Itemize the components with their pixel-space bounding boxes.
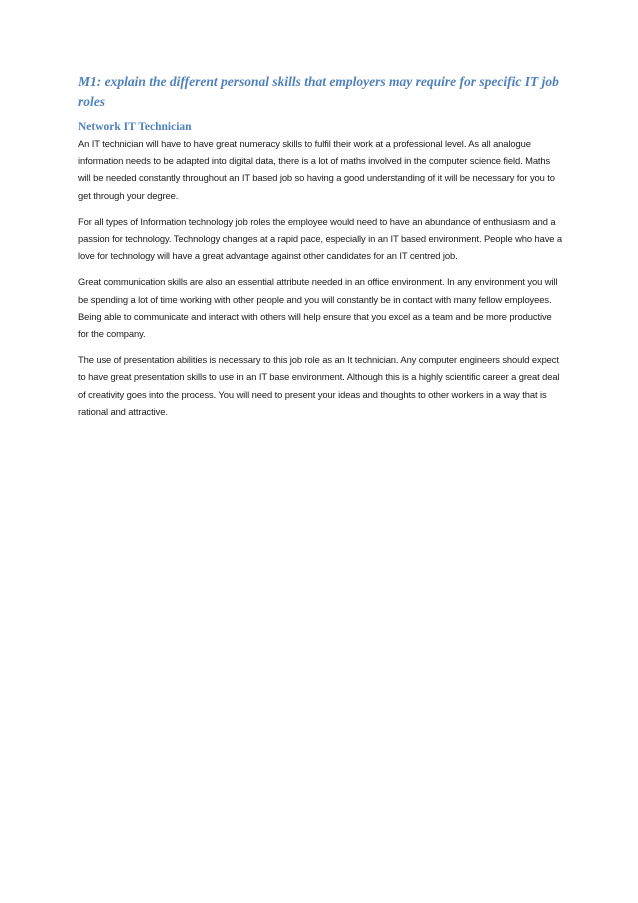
document-page [78,72,564,429]
paragraph-presentation: The use of presentation abilities is necessary to this job role as an It technician. Any computer engineers should expect to have great presentation skills to use in an IT base environment. Although this is a highly scientific career a great deal of creativity goes into the process. You will need to present your ideas and thoughts to other workers in a way that is rational and attractive. [78,354,560,417]
paragraph-numeracy: An IT technician will have to have great numeracy skills to fulfil their work at a professional level. As all analogue information needs to be adapted into digital data, there is a lot of maths involved in the computer science field. Maths will be needed constantly throughout an IT based job so having a good understanding of it will be necessary for you to get through your degree. [78,138,555,201]
paragraph-enthusiasm: For all types of Information technology job roles the employee would need to have an abundance of enthusiasm and a passion for technology. Technology changes at a rapid pace, especially in an IT based environment. People who have a love for technology will have a great advantage against other candidates for an IT centred job. [78,215,563,262]
section-heading: Network IT Technician [78,121,192,133]
document-title: M1: explain the different personal skills that employers may require for specific IT job roles [78,74,559,109]
paragraph-communication: Great communication skills are also an essential attribute needed in an office environment. In any environment you will be spending a lot of time working with other people and you will constantly be in contact with many fellow employees. Being able to communicate and interact with others will help ensure that you excel as a team and be more productive for the company. [78,276,558,340]
